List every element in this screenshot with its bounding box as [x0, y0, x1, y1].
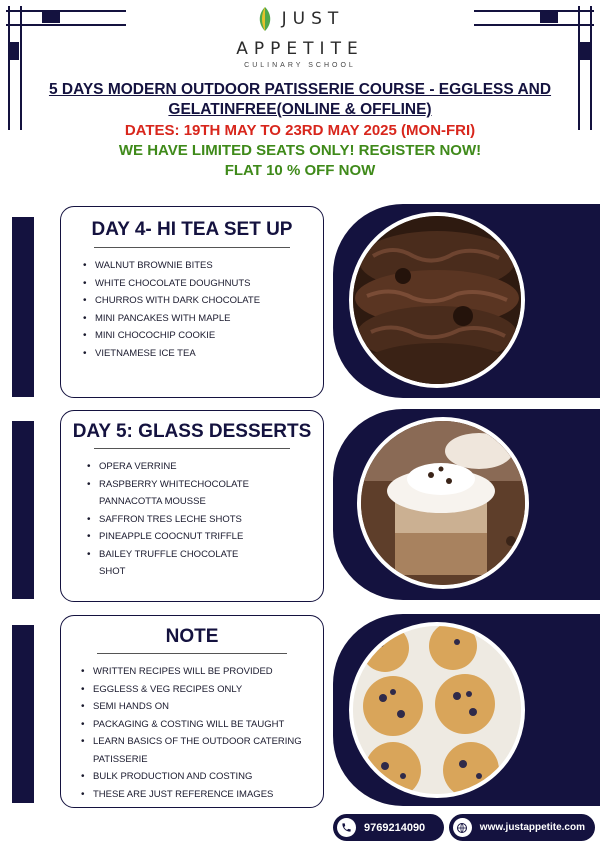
- course-title: 5 DAYS MODERN OUTDOOR PATISSERIE COURSE - EGGLESS AND GELATINFREE(ONLINE & OFFLINE): [48, 81, 552, 118]
- list-item: • OPERA VERRINE: [87, 458, 267, 476]
- list-item: • MINI CHOCOCHIP COOKIE: [83, 327, 323, 345]
- brand-name-line2: APPETITE: [236, 39, 364, 59]
- list-item: • PACKAGING & COSTING WILL BE TAUGHT: [81, 716, 307, 734]
- day5-title-rule: [94, 448, 290, 449]
- day5-photo-panel: [333, 409, 600, 600]
- day4-menu-list: [83, 257, 323, 362]
- day5-title: DAY 5: GLASS DESSERTS: [72, 421, 312, 442]
- list-item: • BULK PRODUCTION AND COSTING: [81, 768, 307, 786]
- note-card: [60, 615, 324, 808]
- note-photo-panel: [333, 614, 600, 806]
- list-item: • VIETNAMESE ICE TEA: [83, 345, 323, 363]
- day4-card: [60, 206, 324, 398]
- list-item: • PINEAPPLE COOCNUT TRIFFLE: [87, 528, 267, 546]
- day4-title-rule: [94, 247, 290, 248]
- website-url: www.justappetite.com: [479, 822, 585, 833]
- phone-icon: [337, 818, 356, 837]
- list-item: • SAFFRON TRES LECHE SHOTS: [87, 511, 267, 529]
- section-accent-bar-day5: [12, 421, 34, 599]
- note-title-rule: [97, 653, 287, 654]
- list-item: • WHITE CHOCOLATE DOUGHNUTS: [83, 275, 323, 293]
- list-item: • MINI PANCAKES WITH MAPLE: [83, 310, 323, 328]
- leaf-icon: [256, 6, 274, 32]
- phone-number: 9769214090: [364, 821, 426, 834]
- brand-logo: [0, 6, 600, 69]
- brand-name-line1: JUST: [281, 9, 345, 29]
- day5-menu-list: [87, 458, 267, 581]
- phone-contact[interactable]: [333, 814, 444, 841]
- list-item: • LEARN BASICS OF THE OUTDOOR CATERING PATISSERIE: [81, 733, 307, 768]
- discount-callout: FLAT 10 % OFF NOW: [224, 162, 376, 179]
- list-item: • WRITTEN RECIPES WILL BE PROVIDED: [81, 663, 307, 681]
- day4-title: DAY 4- HI TEA SET UP: [91, 219, 293, 240]
- section-accent-bar-note: [12, 625, 34, 803]
- note-title: NOTE: [165, 626, 219, 647]
- day5-card: [60, 410, 324, 602]
- note-list: [81, 663, 307, 803]
- brownie-cookies-image: [349, 212, 525, 388]
- list-item: • RASPBERRY WHITECHOCOLATE PANNACOTTA MOUSSE: [87, 476, 267, 511]
- list-item: • SEMI HANDS ON: [81, 698, 307, 716]
- list-item: • THESE ARE JUST REFERENCE IMAGES: [81, 786, 307, 804]
- muffins-image: [349, 622, 525, 798]
- list-item: • BAILEY TRUFFLE CHOCOLATE SHOT: [87, 546, 267, 581]
- limited-seats-callout: WE HAVE LIMITED SEATS ONLY! REGISTER NOW!: [118, 142, 482, 159]
- globe-icon: [453, 818, 472, 837]
- website-link[interactable]: [449, 814, 595, 841]
- list-item: • WALNUT BROWNIE BITES: [83, 257, 323, 275]
- list-item: • CHURROS WITH DARK CHOCOLATE: [83, 292, 323, 310]
- section-accent-bar-day4: [12, 217, 34, 397]
- course-dates: DATES: 19TH MAY TO 23RD MAY 2025 (MON-FRI): [124, 122, 476, 139]
- glass-dessert-image: [357, 417, 529, 589]
- day4-photo-panel: [333, 204, 600, 398]
- brand-tagline: CULINARY SCHOOL: [244, 62, 356, 69]
- list-item: • EGGLESS & VEG RECIPES ONLY: [81, 681, 307, 699]
